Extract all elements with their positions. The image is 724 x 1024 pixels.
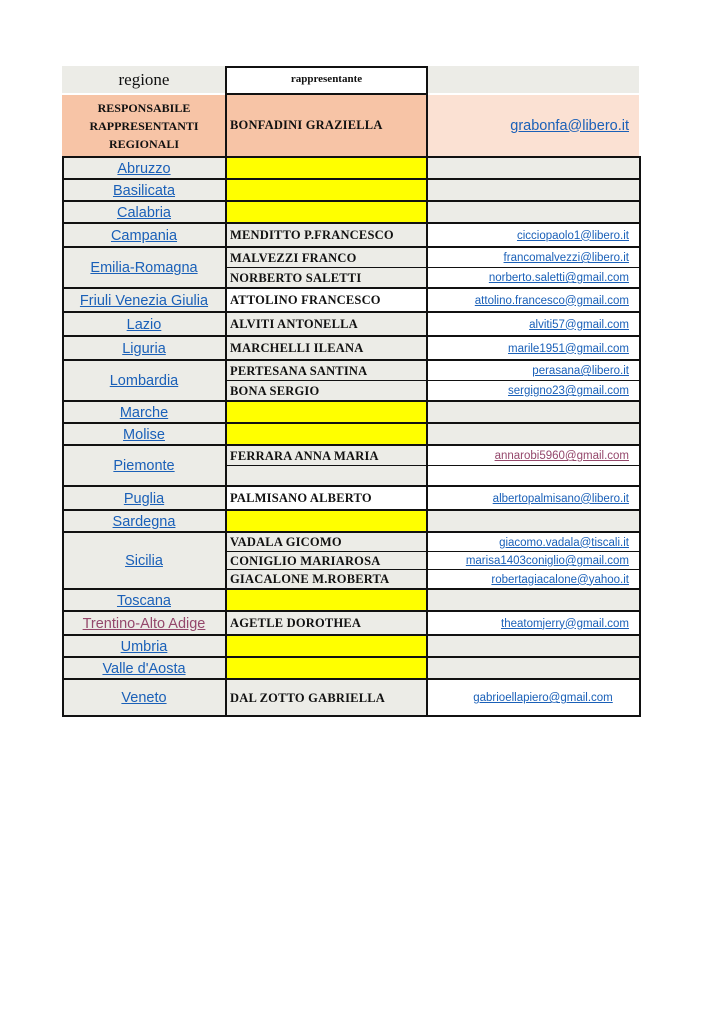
empty-email-cell xyxy=(427,402,639,423)
row-divider xyxy=(226,569,639,570)
representative-email-link[interactable]: albertopalmisano@libero.it xyxy=(427,487,639,510)
representative-name: MENDITTO P.FRANCESCO xyxy=(226,224,427,247)
representative-email-link[interactable]: attolino.francesco@gmail.com xyxy=(427,289,639,312)
empty-representative-cell xyxy=(226,158,427,179)
representative-email-link xyxy=(427,466,639,486)
empty-email-cell xyxy=(427,202,639,223)
representative-email-link[interactable]: annarobi5960@gmail.com xyxy=(427,446,639,466)
representative-email-link[interactable]: marile1951@gmail.com xyxy=(427,337,639,360)
representative-email-link[interactable]: cicciopaolo1@libero.it xyxy=(427,224,639,247)
empty-email-cell xyxy=(427,180,639,201)
region-link[interactable]: Campania xyxy=(62,224,226,247)
region-link[interactable]: Sardegna xyxy=(62,511,226,532)
region-link[interactable]: Lazio xyxy=(62,313,226,336)
representative-name: PALMISANO ALBERTO xyxy=(226,487,427,510)
region-link[interactable]: Friuli Venezia Giulia xyxy=(62,289,226,312)
responsible-title: RESPONSABILE RAPPRESENTANTI REGIONALI xyxy=(62,95,226,156)
empty-email-cell xyxy=(427,590,639,611)
representative-email-link[interactable]: francomalvezzi@libero.it xyxy=(427,248,639,268)
region-link[interactable]: Abruzzo xyxy=(62,158,226,179)
row-divider xyxy=(226,380,639,381)
empty-email-cell xyxy=(427,658,639,679)
representative-email-link[interactable]: perasana@libero.it xyxy=(427,361,639,381)
representative-name: BONA SERGIO xyxy=(226,381,427,401)
row-divider xyxy=(226,267,639,268)
header-representative: rappresentante xyxy=(226,66,427,93)
empty-email-cell xyxy=(427,158,639,179)
header-region: regione xyxy=(62,66,226,93)
empty-representative-cell xyxy=(226,590,427,611)
representative-email-link[interactable]: alviti57@gmail.com xyxy=(427,313,639,336)
region-link[interactable]: Piemonte xyxy=(62,446,226,486)
region-link[interactable]: Molise xyxy=(62,424,226,445)
region-link[interactable]: Basilicata xyxy=(62,180,226,201)
representative-name: ALVITI ANTONELLA xyxy=(226,313,427,336)
representative-name: NORBERTO SALETTI xyxy=(226,268,427,288)
empty-email-cell xyxy=(427,511,639,532)
row-divider xyxy=(226,551,639,552)
representative-email-link[interactable]: robertagiacalone@yahoo.it xyxy=(427,570,639,589)
representative-email-link[interactable]: gabrioellapiero@gmail.com xyxy=(427,680,639,716)
header-email xyxy=(427,66,639,93)
representative-email-link[interactable]: norberto.saletti@gmail.com xyxy=(427,268,639,288)
region-link[interactable]: Liguria xyxy=(62,337,226,360)
region-link[interactable]: Calabria xyxy=(62,202,226,223)
representative-name: CONIGLIO MARIAROSA xyxy=(226,552,427,570)
column-border xyxy=(225,66,227,717)
region-link[interactable]: Puglia xyxy=(62,487,226,510)
representative-name: GIACALONE M.ROBERTA xyxy=(226,570,427,589)
column-border xyxy=(639,156,641,717)
representative-name: MALVEZZI FRANCO xyxy=(226,248,427,268)
representative-name: FERRARA ANNA MARIA xyxy=(226,446,427,466)
representative-email-link[interactable]: theatomjerry@gmail.com xyxy=(427,612,639,635)
representative-name: MARCHELLI ILEANA xyxy=(226,337,427,360)
region-link[interactable]: Marche xyxy=(62,402,226,423)
region-link[interactable]: Trentino-Alto Adige xyxy=(62,612,226,635)
column-border xyxy=(62,156,64,717)
representative-email-link[interactable]: sergigno23@gmail.com xyxy=(427,381,639,401)
row-border xyxy=(62,715,641,717)
region-link[interactable]: Toscana xyxy=(62,590,226,611)
empty-representative-cell xyxy=(226,636,427,657)
empty-representative-cell xyxy=(226,511,427,532)
empty-representative-cell xyxy=(226,202,427,223)
region-link[interactable]: Veneto xyxy=(62,680,226,716)
region-link[interactable]: Sicilia xyxy=(62,533,226,589)
representative-name: PERTESANA SANTINA xyxy=(226,361,427,381)
responsible-name: BONFADINI GRAZIELLA xyxy=(226,95,427,156)
column-border xyxy=(426,66,428,717)
header-border xyxy=(62,156,641,158)
region-link[interactable]: Valle d'Aosta xyxy=(62,658,226,679)
empty-representative-cell xyxy=(226,180,427,201)
region-link[interactable]: Lombardia xyxy=(62,361,226,401)
representative-email-link[interactable]: marisa1403coniglio@gmail.com xyxy=(427,552,639,570)
representative-name xyxy=(226,466,427,486)
region-link[interactable]: Umbria xyxy=(62,636,226,657)
empty-representative-cell xyxy=(226,402,427,423)
empty-email-cell xyxy=(427,636,639,657)
empty-representative-cell xyxy=(226,424,427,445)
representative-email-link[interactable]: giacomo.vadala@tiscali.it xyxy=(427,533,639,552)
representative-name: VADALA GICOMO xyxy=(226,533,427,552)
empty-representative-cell xyxy=(226,658,427,679)
header-border xyxy=(225,66,428,68)
row-divider xyxy=(226,465,639,466)
representative-name: ATTOLINO FRANCESCO xyxy=(226,289,427,312)
header-border xyxy=(225,93,428,95)
region-link[interactable]: Emilia-Romagna xyxy=(62,248,226,288)
empty-email-cell xyxy=(427,424,639,445)
responsible-email-link[interactable]: grabonfa@libero.it xyxy=(427,95,639,156)
representative-name: AGETLE DOROTHEA xyxy=(226,612,427,635)
representative-name: DAL ZOTTO GABRIELLA xyxy=(226,680,427,716)
